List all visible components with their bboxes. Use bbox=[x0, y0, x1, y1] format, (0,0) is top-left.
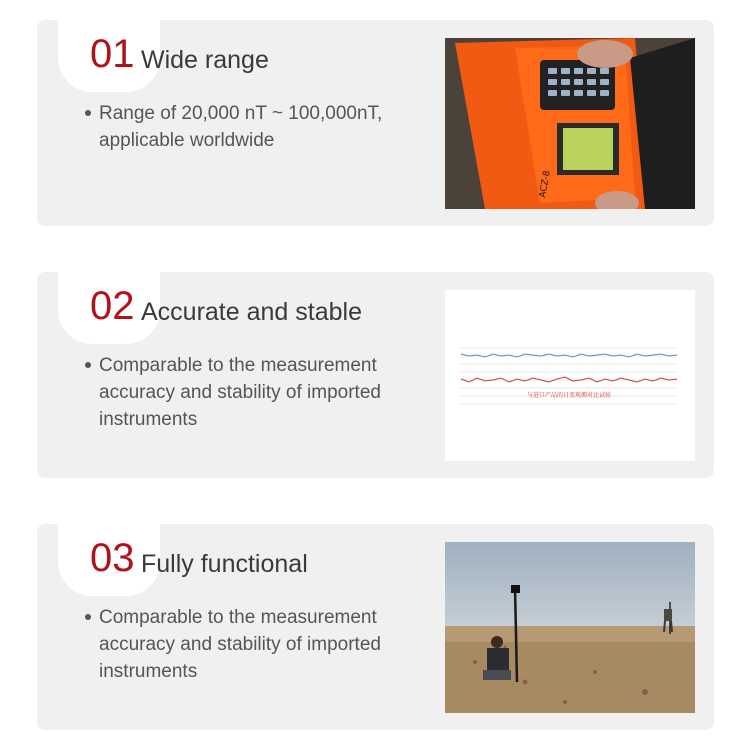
feature-bullet-text: Comparable to the measurement accuracy and stability of imported instruments bbox=[99, 355, 381, 430]
feature-bullet bbox=[85, 352, 405, 433]
feature-title: Fully functional bbox=[141, 550, 308, 578]
feature-card-accurate-stable bbox=[37, 272, 714, 478]
feature-bullet bbox=[85, 604, 405, 685]
field-survey-photo bbox=[445, 542, 695, 713]
feature-number: 02 bbox=[90, 284, 135, 328]
feature-bullet-text: Range of 20,000 nT ~ 100,000nT, applicable worldwide bbox=[99, 103, 383, 151]
feature-title: Wide range bbox=[141, 46, 269, 74]
bullet-dot-icon bbox=[85, 110, 91, 116]
feature-title: Accurate and stable bbox=[141, 298, 362, 326]
magnetometer-device-photo bbox=[445, 38, 695, 209]
feature-card-fully-functional bbox=[37, 524, 714, 730]
bullet-dot-icon bbox=[85, 614, 91, 620]
bullet-dot-icon bbox=[85, 362, 91, 368]
stability-comparison-chart bbox=[445, 290, 695, 461]
feature-bullet-text: Comparable to the measurement accuracy and stability of imported instruments bbox=[99, 607, 381, 682]
feature-number: 03 bbox=[90, 536, 135, 580]
svg-text:ACZ-8: ACZ-8 bbox=[538, 169, 553, 199]
feature-number: 01 bbox=[90, 32, 135, 76]
feature-bullet bbox=[85, 100, 405, 154]
feature-card-wide-range bbox=[37, 20, 714, 226]
chart-caption: 与进口产品的日变观测对比试验 bbox=[526, 392, 612, 399]
